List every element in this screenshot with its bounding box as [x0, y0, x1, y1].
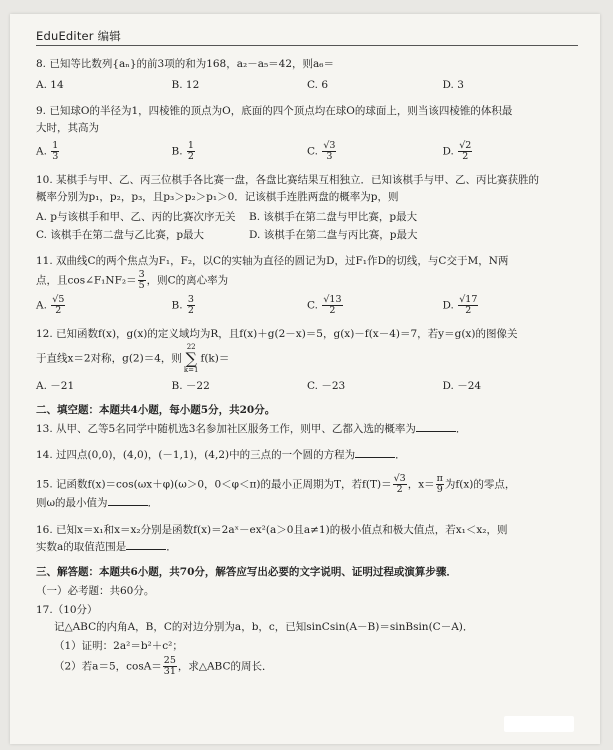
question-16-line-2: 实数a的取值范围是 ． — [36, 541, 177, 553]
denominator: 3 — [326, 151, 333, 162]
option-b: B. 12 — [171, 79, 200, 91]
fraction — [187, 141, 195, 162]
question-10 — [36, 172, 578, 243]
question-12-line-2 — [36, 343, 578, 374]
answer-blank — [108, 495, 148, 506]
question-16 — [36, 522, 578, 556]
fraction — [51, 295, 65, 316]
question-13-text: 13. 从甲、乙等5名同学中随机选3名参加社区服务工作，则甲、乙都入选的概率为 — [36, 423, 416, 435]
summation-upper: 22 — [186, 343, 196, 351]
option-letter: C. — [307, 299, 318, 312]
text-segment: 点，且cos∠F₁NF₂＝ — [36, 274, 137, 287]
denominator: 3 — [52, 151, 59, 162]
fraction — [458, 295, 478, 316]
option-b: B. 该棋手在第二盘与甲比赛，p最大 — [249, 211, 418, 223]
denominator: 2 — [462, 151, 469, 162]
option-b: B. －22 — [171, 380, 210, 392]
option-d: D. 该棋手在第二盘与丙比赛，p最大 — [249, 229, 418, 241]
question-17-line-1: 记△ABC的内角A，B，C的对边分别为a，b，c，已知sinCsin(A－B)＝sinBsin(C－A)． — [54, 621, 474, 633]
option-c: C. 6 — [307, 79, 329, 91]
option-letter: A. — [36, 299, 47, 312]
question-9-options — [36, 141, 578, 162]
question-15 — [36, 474, 578, 512]
question-8 — [36, 56, 578, 93]
option-a: A. 14 — [36, 79, 64, 91]
text-segment: （2）若a＝5，cosA＝ — [54, 660, 162, 673]
question-15-line-1 — [36, 474, 578, 495]
numerator: 3 — [138, 269, 145, 280]
numerator: 1 — [187, 140, 194, 151]
numerator: √5 — [52, 294, 65, 305]
question-10-line-2: 概率分别为p₁，p₂，p₃，且p₃＞p₂＞p₁＞0．记该棋手连胜两盘的概率为p，则 — [36, 191, 399, 203]
question-12 — [36, 326, 578, 394]
question-14: 14. 过四点(0,0)，(4,0)，(－1,1)，(4,2)中的三点的一个圆的方程为 ． — [36, 449, 406, 461]
text-segment: 为f(x)的零点， — [444, 478, 516, 491]
question-10-line-1: 10. 某棋手与甲、乙、丙三位棋手各比赛一盘，各盘比赛结果互相独立．已知该棋手与甲、乙、丙比赛获胜的 — [36, 174, 540, 186]
question-11 — [36, 253, 578, 316]
question-9-line-1: 9. 已知球O的半径为1，四棱锥的顶点为O，底面的四个顶点均在球O的球面上，则当该四棱锥的体积最 — [36, 105, 513, 117]
question-9 — [36, 103, 578, 162]
watermark-block — [504, 716, 574, 732]
summation — [184, 343, 199, 374]
answer-blank — [416, 421, 456, 432]
text-segment: ，求△ABC的周长． — [177, 660, 273, 673]
option-letter: D. — [442, 145, 454, 158]
option-d — [443, 295, 579, 316]
text-segment: f(k)＝ — [200, 352, 230, 365]
numerator: 3 — [187, 294, 194, 305]
fraction — [51, 141, 59, 162]
text-segment: 则ω的最小值为 — [36, 497, 108, 509]
numerator: π — [436, 473, 443, 484]
denominator: 9 — [436, 484, 443, 495]
option-letter: A. — [36, 145, 47, 158]
option-b — [172, 141, 308, 162]
answer-blank — [355, 447, 395, 458]
exam-page — [10, 14, 600, 744]
question-17-title: 17.（10分） — [36, 604, 98, 616]
question-15-line-2: 则ω的最小值为 ． — [36, 497, 159, 509]
page-header: EduEditer 编辑 — [36, 22, 578, 46]
question-9-line-2: 大时，其高为 — [36, 122, 99, 134]
question-12-options — [36, 378, 578, 394]
section-3-subheading: （一）必考题：共60分。 — [36, 585, 155, 597]
option-letter: D. — [442, 299, 454, 312]
fraction — [322, 295, 342, 316]
numerator: √3 — [393, 473, 406, 484]
question-13: 13. 从甲、乙等5名同学中随机选3名参加社区服务工作，则甲、乙都入选的概率为 ． — [36, 423, 467, 435]
text-segment: ，则C的离心率为 — [146, 274, 229, 287]
option-a: A. －21 — [36, 380, 75, 392]
question-10-options — [36, 209, 578, 243]
section-3-heading: 三、解答题：本题共6小题，共70分，解答应写出必要的文字说明、证明过程或演算步骤． — [36, 566, 457, 578]
numerator: √2 — [459, 140, 472, 151]
option-letter: B. — [171, 145, 183, 158]
option-c: C. 该棋手在第二盘与乙比赛，p最大 — [36, 229, 205, 241]
option-a — [36, 141, 172, 162]
fraction — [393, 474, 407, 495]
option-a — [36, 295, 172, 316]
question-14-text: 14. 过四点(0,0)，(4,0)，(－1,1)，(4,2)中的三点的一个圆的方程为 — [36, 449, 356, 461]
numerator: √13 — [323, 294, 342, 305]
option-b — [172, 295, 308, 316]
fraction — [138, 270, 146, 291]
question-17-part-2 — [36, 656, 578, 677]
question-12-line-1: 12. 已知函数f(x)，g(x)的定义域均为R，且f(x)＋g(2－x)＝5，g(x)－f(x－4)＝7，若y＝g(x)的图像关 — [36, 328, 518, 340]
fraction — [187, 295, 195, 316]
section-2-heading: 二、填空题：本题共4小题，每小题5分，共20分。 — [36, 404, 276, 416]
numerator: 1 — [52, 140, 59, 151]
option-c: C. －23 — [307, 380, 346, 392]
numerator: 25 — [163, 655, 176, 666]
denominator: 5 — [138, 280, 145, 291]
option-c — [307, 295, 443, 316]
question-8-options — [36, 77, 578, 93]
numerator: √3 — [323, 140, 336, 151]
option-letter: B. — [171, 299, 183, 312]
question-8-text: 8. 已知等比数列{aₙ}的前3项的和为168，a₂－a₅＝42，则a₆＝ — [36, 58, 335, 70]
denominator: 31 — [163, 666, 176, 677]
option-d: D. －24 — [442, 380, 482, 392]
question-17-part-1: （1）证明：2a²＝b²＋c²； — [54, 640, 183, 652]
denominator: 2 — [187, 151, 194, 162]
text-segment: 于直线x＝2对称，g(2)＝4，则 — [36, 352, 182, 365]
question-11-options — [36, 295, 578, 316]
denominator: 2 — [329, 305, 336, 316]
text-segment: 15. 记函数f(x)＝cos(ωx＋φ)(ω＞0，0＜φ＜π)的最小正周期为T，若f(T)＝ — [36, 478, 392, 491]
denominator: 2 — [187, 305, 194, 316]
fraction — [163, 656, 177, 677]
question-17 — [36, 602, 578, 677]
text-segment: ，x＝ — [407, 478, 435, 491]
option-letter: C. — [307, 145, 318, 158]
option-d: D. 3 — [442, 79, 464, 91]
text-segment: 实数a的取值范围是 — [36, 541, 127, 553]
option-c — [307, 141, 443, 162]
answer-blank — [126, 539, 166, 550]
denominator: 2 — [396, 484, 403, 495]
denominator: 2 — [55, 305, 62, 316]
fraction — [322, 141, 336, 162]
option-a: A. p与该棋手和甲、乙、丙的比赛次序无关 — [36, 211, 236, 223]
sigma-icon: ∑ — [185, 349, 197, 368]
fraction — [436, 474, 444, 495]
fraction — [458, 141, 472, 162]
summation-lower: k=1 — [183, 366, 199, 374]
numerator: √17 — [459, 294, 478, 305]
question-11-line-1: 11. 双曲线C的两个焦点为F₁，F₂，以C的实轴为直径的圆记为D，过F₁作D的切线，与C交于M，N两 — [36, 255, 509, 267]
question-16-line-1: 16. 已知x＝x₁和x＝x₂分别是函数f(x)＝2aˣ－ex²(a＞0且a≠1)的极小值点和极大值点，若x₁＜x₂，则 — [36, 524, 508, 536]
question-11-line-2 — [36, 270, 578, 291]
option-d — [443, 141, 579, 162]
denominator: 2 — [465, 305, 472, 316]
